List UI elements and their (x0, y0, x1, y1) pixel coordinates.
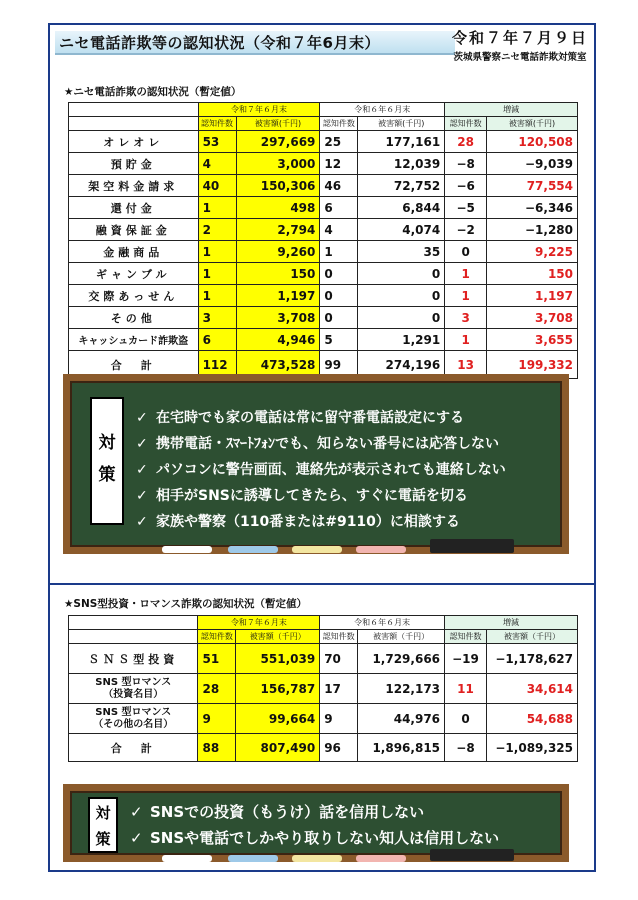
category-cell: 交際あっせん (69, 285, 199, 307)
value-cell: 46 (320, 175, 358, 197)
table-row (69, 329, 578, 351)
value-cell: 177,161 (358, 131, 445, 153)
section-divider (48, 583, 596, 585)
tip-line: ✓ 在宅時でも家の電話は常に留守番電話設定にする (136, 410, 464, 426)
category-cell: 金融商品 (69, 241, 199, 263)
group-2025: 令和７年６月末 (198, 616, 320, 630)
value-cell: −9,039 (487, 153, 578, 175)
value-cell: 0 (320, 263, 358, 285)
tip-line: ✓ 家族や警察（110番または#9110）に相談する (136, 514, 460, 530)
eraser (430, 539, 514, 553)
table-row (69, 263, 578, 285)
chalk-red (356, 546, 406, 553)
value-cell: 54,688 (486, 704, 577, 734)
category-cell: 還付金 (69, 197, 199, 219)
group-2024: 令和６年６月末 (320, 103, 445, 117)
countermeasure-board-2 (63, 784, 569, 862)
table-row (69, 175, 578, 197)
value-cell: 199,332 (487, 351, 578, 379)
table-row (69, 674, 578, 704)
value-cell: 0 (445, 241, 487, 263)
value-cell: 5 (320, 329, 358, 351)
taisaku-label: 対策 (88, 797, 118, 853)
table-row (69, 704, 578, 734)
taisaku-label: 対策 (90, 397, 124, 525)
value-cell: 11 (445, 674, 487, 704)
value-cell: 1 (198, 241, 236, 263)
value-cell: 1 (198, 197, 236, 219)
value-cell: −1,280 (487, 219, 578, 241)
tip-line: ✓ SNSでの投資（もうけ）話を信用しない (130, 803, 425, 821)
value-cell: 1 (198, 263, 236, 285)
empty-corner (69, 616, 198, 630)
value-cell: 3,000 (236, 153, 320, 175)
value-cell: 3 (198, 307, 236, 329)
category-cell: 預貯金 (69, 153, 199, 175)
value-cell: 25 (320, 131, 358, 153)
category-cell: ギャンブル (69, 263, 199, 285)
group-2025: 令和７年６月末 (198, 103, 320, 117)
value-cell: 4 (320, 219, 358, 241)
chalk-yellow (292, 855, 342, 862)
subhead: 認知件数 (198, 117, 236, 131)
value-cell: −5 (445, 197, 487, 219)
chalk-white (162, 546, 212, 553)
value-cell: −8 (445, 153, 487, 175)
value-cell: 96 (320, 734, 358, 762)
value-cell: 6,844 (358, 197, 445, 219)
empty-corner (69, 103, 199, 117)
value-cell: 99 (320, 351, 358, 379)
group-2024: 令和６年６月末 (320, 616, 445, 630)
value-cell: 12,039 (358, 153, 445, 175)
subhead: 被害額（千円） (358, 630, 445, 644)
category-cell: SNS 型ロマンス （その他の名目） (69, 704, 198, 734)
countermeasure-board-1 (63, 374, 569, 554)
chalk-blue (228, 546, 278, 553)
table-row (69, 219, 578, 241)
value-cell: 72,752 (358, 175, 445, 197)
category-cell: キャッシュカード詐欺盗 (69, 329, 199, 351)
category-cell: 架空料金請求 (69, 175, 199, 197)
category-cell: オレオレ (69, 131, 199, 153)
value-cell: 35 (358, 241, 445, 263)
category-cell: その他 (69, 307, 199, 329)
value-cell: 6 (320, 197, 358, 219)
value-cell: −6,346 (487, 197, 578, 219)
value-cell: 1,729,666 (358, 644, 445, 674)
value-cell: 28 (198, 674, 236, 704)
value-cell: 150 (236, 263, 320, 285)
value-cell: −1,089,325 (486, 734, 577, 762)
value-cell: 3,655 (487, 329, 578, 351)
value-cell: 120,508 (487, 131, 578, 153)
value-cell: 40 (198, 175, 236, 197)
value-cell: 0 (320, 285, 358, 307)
value-cell: 274,196 (358, 351, 445, 379)
section2-title: ★SNS型投資・ロマンス詐欺の認知状況（暫定値） (64, 598, 308, 610)
value-cell: −6 (445, 175, 487, 197)
value-cell: 0 (320, 307, 358, 329)
value-cell: 12 (320, 153, 358, 175)
subhead: 認知件数 (320, 630, 358, 644)
tip-line: ✓ パソコンに警告画面、連絡先が表示されても連絡しない (136, 462, 506, 478)
category-cell: SNS 型ロマンス （投資名目） (69, 674, 198, 704)
value-cell: 34,614 (486, 674, 577, 704)
value-cell: 1,896,815 (358, 734, 445, 762)
subhead: 認知件数 (198, 630, 236, 644)
value-cell: 2 (198, 219, 236, 241)
value-cell: 88 (198, 734, 236, 762)
value-cell: 77,554 (487, 175, 578, 197)
value-cell: 156,787 (236, 674, 320, 704)
chalk-red (356, 855, 406, 862)
category-cell: 融資保証金 (69, 219, 199, 241)
value-cell: 1 (198, 285, 236, 307)
value-cell: 807,490 (236, 734, 320, 762)
value-cell: −19 (445, 644, 487, 674)
subhead: 被害額(千円) (236, 117, 320, 131)
value-cell: 9,225 (487, 241, 578, 263)
table-row (69, 285, 578, 307)
empty-corner (69, 117, 199, 131)
value-cell: 3,708 (487, 307, 578, 329)
value-cell: 53 (198, 131, 236, 153)
value-cell: 13 (445, 351, 487, 379)
value-cell: 1 (445, 263, 487, 285)
subhead: 認知件数 (320, 117, 358, 131)
subhead: 認知件数 (445, 117, 487, 131)
value-cell: 1,197 (236, 285, 320, 307)
value-cell: 44,976 (358, 704, 445, 734)
tip-line: ✓ SNSや電話でしかやり取りしない知人は信用しない (130, 829, 500, 847)
subhead: 被害額（千円） (486, 630, 577, 644)
section1-title: ★ニセ電話詐欺の認知状況（暫定値） (64, 86, 242, 98)
value-cell: 150 (487, 263, 578, 285)
category-cell: 合 計 (69, 351, 199, 379)
value-cell: 1 (445, 285, 487, 307)
subhead: 被害額（千円） (236, 630, 320, 644)
value-cell: −1,178,627 (486, 644, 577, 674)
empty-corner (69, 630, 198, 644)
value-cell: 9,260 (236, 241, 320, 263)
chalk-white (162, 855, 212, 862)
value-cell: 9 (320, 704, 358, 734)
value-cell: 3,708 (236, 307, 320, 329)
page-title: ニセ電話詐欺等の認知状況（令和７年6月末） (55, 31, 455, 55)
fraud-stats-table (68, 102, 578, 379)
value-cell: 0 (358, 285, 445, 307)
table-row (69, 197, 578, 219)
total-row (69, 734, 578, 762)
value-cell: 0 (358, 307, 445, 329)
value-cell: 1 (320, 241, 358, 263)
value-cell: 17 (320, 674, 358, 704)
subhead: 被害額(千円) (358, 117, 445, 131)
group-diff: 増減 (445, 103, 578, 117)
value-cell: 112 (198, 351, 236, 379)
table-row (69, 153, 578, 175)
chalk-yellow (292, 546, 342, 553)
value-cell: 551,039 (236, 644, 320, 674)
value-cell: 4,074 (358, 219, 445, 241)
table-row (69, 307, 578, 329)
value-cell: 0 (445, 704, 487, 734)
value-cell: 3 (445, 307, 487, 329)
value-cell: 150,306 (236, 175, 320, 197)
group-diff: 増減 (445, 616, 578, 630)
value-cell: 51 (198, 644, 236, 674)
table-row (69, 131, 578, 153)
value-cell: 498 (236, 197, 320, 219)
value-cell: 70 (320, 644, 358, 674)
department-name: 茨城県警察ニセ電話詐欺対策室 (453, 52, 587, 63)
tip-line: ✓ 相手がSNSに誘導してきたら、すぐに電話を切る (136, 488, 468, 504)
eraser (430, 849, 514, 861)
value-cell: 4,946 (236, 329, 320, 351)
value-cell: 1,291 (358, 329, 445, 351)
chalk-blue (228, 855, 278, 862)
tip-line: ✓ 携帯電話・ｽﾏｰﾄﾌｫﾝでも、知らない番号には応答しない (136, 436, 499, 452)
issue-date: 令和７年７月９日 (451, 29, 588, 47)
value-cell: 0 (358, 263, 445, 285)
value-cell: 2,794 (236, 219, 320, 241)
value-cell: 9 (198, 704, 236, 734)
value-cell: 473,528 (236, 351, 320, 379)
sns-fraud-table (68, 615, 578, 762)
value-cell: 99,664 (236, 704, 320, 734)
category-cell: ＳＮＳ型投資 (69, 644, 198, 674)
value-cell: −8 (445, 734, 487, 762)
value-cell: 1 (445, 329, 487, 351)
table-row (69, 241, 578, 263)
value-cell: −2 (445, 219, 487, 241)
value-cell: 297,669 (236, 131, 320, 153)
value-cell: 1,197 (487, 285, 578, 307)
table-row (69, 644, 578, 674)
subhead: 認知件数 (445, 630, 487, 644)
value-cell: 6 (198, 329, 236, 351)
category-cell: 合 計 (69, 734, 198, 762)
value-cell: 4 (198, 153, 236, 175)
subhead: 被害額(千円) (487, 117, 578, 131)
value-cell: 28 (445, 131, 487, 153)
value-cell: 122,173 (358, 674, 445, 704)
